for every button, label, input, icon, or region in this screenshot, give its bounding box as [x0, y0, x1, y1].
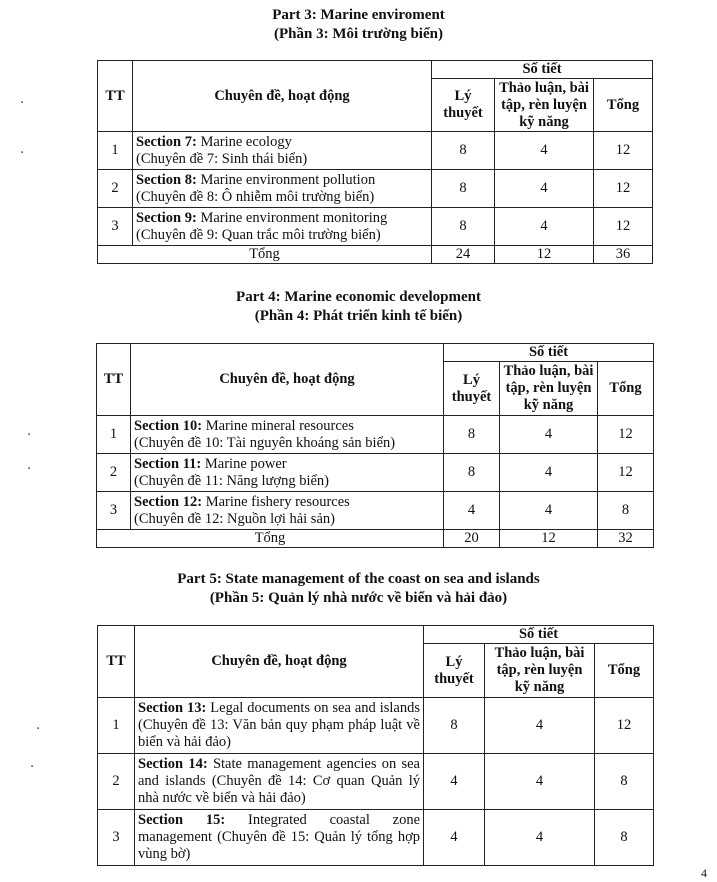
section-label: Section 15:: [138, 812, 226, 828]
header-hours: Số tiết: [444, 344, 654, 362]
row-topic: [131, 454, 444, 492]
row-practice: 4: [495, 208, 594, 246]
row-topic: [133, 208, 432, 246]
row-tt: 1: [98, 132, 133, 170]
row-practice: 4: [500, 454, 598, 492]
part3-title: [0, 6, 717, 44]
row-theory: 4: [424, 754, 485, 810]
row-total: 12: [598, 454, 654, 492]
row-tt: 3: [97, 492, 131, 530]
total-label: Tổng: [98, 246, 432, 264]
scan-mark: ·: [36, 722, 41, 737]
row-tt: 2: [98, 754, 135, 810]
row-topic: [135, 754, 424, 810]
section-text: Integrated coastal zone management (Chuyên đề 15: Quản lý tổng hợp vùng bờ): [138, 812, 421, 862]
section-en: Marine environment monitoring: [196, 209, 388, 226]
part5-title-en: Part 5: State management of the coast on sea and islands: [177, 571, 540, 587]
row-theory: 8: [432, 208, 495, 246]
table-row: [98, 698, 654, 754]
part4-title: [0, 288, 717, 326]
row-practice: 4: [485, 698, 595, 754]
total-total: 32: [598, 530, 654, 548]
row-practice: 4: [495, 132, 594, 170]
row-total: 12: [595, 698, 654, 754]
section-vi: (Chuyên đề 12: Nguồn lợi hải sản): [134, 510, 335, 527]
header-topic: Chuyên đề, hoạt động: [135, 626, 424, 698]
table-row: [98, 754, 654, 810]
part4-title-vi: (Phần 4: Phát triển kinh tế biển): [254, 308, 463, 324]
row-practice: 4: [500, 416, 598, 454]
scan-mark: ·: [20, 96, 25, 111]
row-total: 12: [594, 170, 653, 208]
header-tt: TT: [98, 61, 133, 132]
section-label: Section 11:: [134, 455, 202, 472]
section-vi: (Chuyên đề 10: Tài nguyên khoáng sản biển): [134, 434, 396, 451]
section-en: Marine fishery resources: [202, 493, 350, 510]
header-topic: Chuyên đề, hoạt động: [133, 61, 432, 132]
row-total: 12: [594, 132, 653, 170]
header-practice: Thảo luận, bài tập, rèn luyện kỹ năng: [500, 362, 598, 416]
row-practice: 4: [485, 810, 595, 866]
section-label: Section 9:: [136, 209, 197, 226]
row-topic: [133, 170, 432, 208]
header-theory: Lý thuyết: [432, 79, 495, 132]
header-theory: Lý thuyết: [444, 362, 500, 416]
row-tt: 2: [97, 454, 131, 492]
section-label: Section 12:: [134, 493, 203, 510]
header-tt: TT: [97, 344, 131, 416]
total-row: [98, 246, 653, 264]
table-row: [98, 170, 653, 208]
part3-title-vi: (Phần 3: Môi trường biển): [274, 26, 443, 42]
row-practice: 4: [495, 170, 594, 208]
section-label: Section 14:: [138, 756, 208, 772]
section-label: Section 8:: [136, 171, 197, 188]
row-theory: 8: [444, 454, 500, 492]
row-practice: 4: [500, 492, 598, 530]
total-row: [97, 530, 654, 548]
scan-mark: ·: [27, 462, 32, 477]
row-tt: 3: [98, 810, 135, 866]
section-label: Section 10:: [134, 417, 203, 434]
page-number: 4: [701, 866, 707, 880]
row-theory: 4: [424, 810, 485, 866]
part5-title-vi: (Phần 5: Quản lý nhà nước về biển và hải đảo): [209, 590, 508, 606]
row-total: 8: [595, 754, 654, 810]
header-hours: Số tiết: [424, 626, 654, 644]
part5-table: [97, 625, 654, 866]
total-label: Tổng: [97, 530, 444, 548]
row-tt: 3: [98, 208, 133, 246]
section-label: Section 7:: [136, 133, 197, 150]
table-row: [98, 810, 654, 866]
row-topic: [131, 492, 444, 530]
row-theory: 8: [432, 132, 495, 170]
table-row: [98, 132, 653, 170]
section-vi: (Chuyên đề 9: Quan trắc môi trường biển): [136, 226, 381, 243]
row-topic: [131, 416, 444, 454]
section-text: State management agencies on sea and islands (Chuyên đề 14: Cơ quan Quản lý nhà nước về biển và hải đảo): [138, 756, 420, 806]
row-tt: 1: [98, 698, 135, 754]
table-row: [98, 208, 653, 246]
header-topic: Chuyên đề, hoạt động: [131, 344, 444, 416]
total-total: 36: [594, 246, 653, 264]
row-total: 12: [598, 416, 654, 454]
header-total: Tổng: [595, 644, 654, 698]
row-theory: 8: [432, 170, 495, 208]
table-row: [97, 492, 654, 530]
total-practice: 12: [495, 246, 594, 264]
section-vi: (Chuyên đề 7: Sinh thái biển): [136, 150, 308, 167]
row-total: 8: [595, 810, 654, 866]
header-total: Tổng: [598, 362, 654, 416]
row-practice: 4: [485, 754, 595, 810]
section-en: Marine ecology: [196, 133, 292, 150]
total-theory: 24: [432, 246, 495, 264]
section-vi: (Chuyên đề 8: Ô nhiễm môi trường biển): [136, 188, 375, 205]
section-label: Section 13:: [138, 700, 207, 716]
section-en: Marine power: [201, 455, 287, 472]
row-total: 8: [598, 492, 654, 530]
header-hours: Số tiết: [432, 61, 653, 79]
row-theory: 8: [424, 698, 485, 754]
scan-mark: ·: [20, 146, 25, 161]
table-row: [97, 454, 654, 492]
total-practice: 12: [500, 530, 598, 548]
header-tt: TT: [98, 626, 135, 698]
part3-table: [97, 60, 653, 264]
row-total: 12: [594, 208, 653, 246]
header-theory: Lý thuyết: [424, 644, 485, 698]
row-topic: [135, 810, 424, 866]
part3-title-en: Part 3: Marine enviroment: [272, 7, 445, 23]
part5-title: [0, 570, 717, 608]
section-text: Legal documents on sea and islands (Chuyên đề 13: Văn bản quy phạm pháp luật về biển và hải đảo): [138, 700, 421, 750]
scan-mark: ·: [27, 428, 32, 443]
row-theory: 4: [444, 492, 500, 530]
row-tt: 2: [98, 170, 133, 208]
row-topic: [133, 132, 432, 170]
part4-title-en: Part 4: Marine economic development: [236, 289, 481, 305]
row-topic: [135, 698, 424, 754]
total-theory: 20: [444, 530, 500, 548]
scan-mark: ·: [30, 760, 35, 775]
row-theory: 8: [444, 416, 500, 454]
section-vi: (Chuyên đề 11: Năng lượng biển): [134, 472, 329, 489]
header-total: Tổng: [594, 79, 653, 132]
table-row: [97, 416, 654, 454]
section-en: Marine environment pollution: [196, 171, 376, 188]
section-en: Marine mineral resources: [202, 417, 354, 434]
header-practice: Thảo luận, bài tập, rèn luyện kỹ năng: [495, 79, 594, 132]
part4-table: [96, 343, 654, 548]
row-tt: 1: [97, 416, 131, 454]
header-practice: Thảo luận, bài tập, rèn luyện kỹ năng: [485, 644, 595, 698]
